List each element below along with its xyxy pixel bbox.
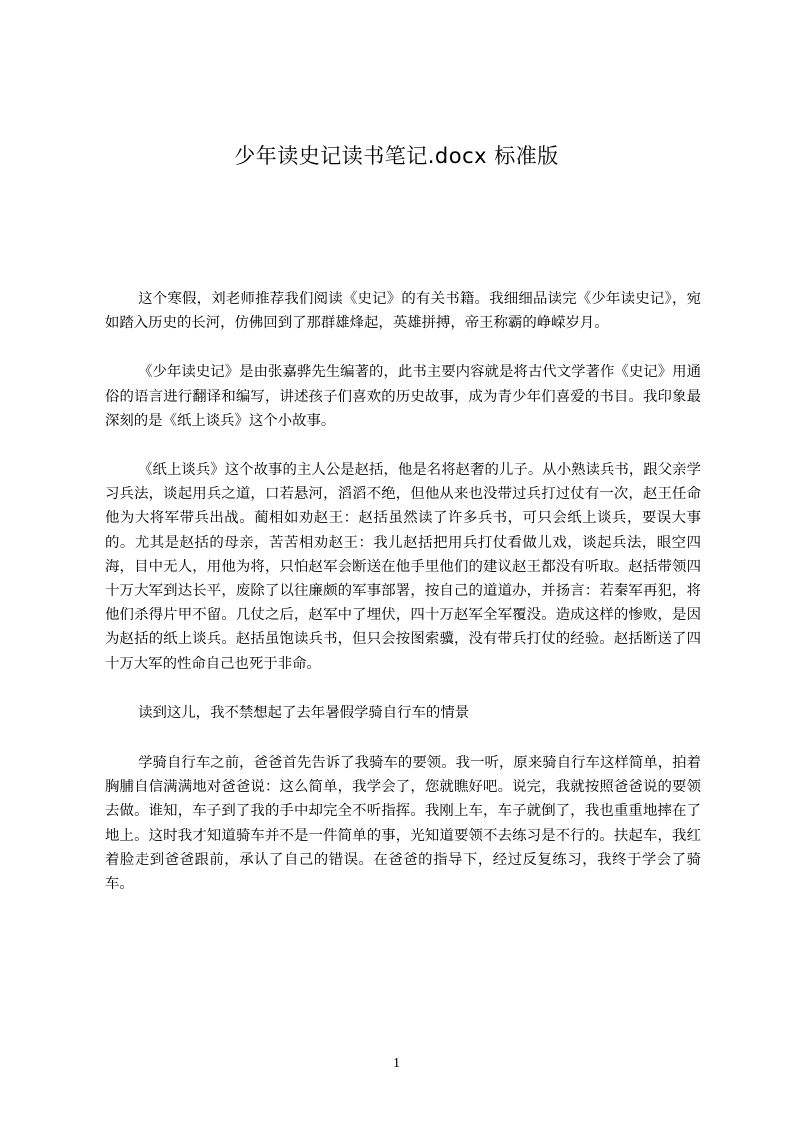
paragraph-bicycle: 学骑自行车之前，爸爸首先告诉了我骑车的要领。我一听，原来骑自行车这样简单，拍着胸脯自信满满地对爸爸说：这么简单，我学会了，您就瞧好吧。说完，我就按照爸爸说的要领去做。谁知，车子到了我的手中却完全不听指挥。我刚上车，车子就倒了，我也重重地摔在了地上。这时我才知道骑车并不是一件简单的事，光知道要领不去练习是不行的。扶起车，我红着脸走到爸爸跟前，承认了自己的错误。在爸爸的指导下，经过反复练习，我终于学会了骑车。 [105,755,701,893]
paragraph-intro: 这个寒假，刘老师推荐我们阅读《史记》的有关书籍。我细细品读完《少年读史记》，宛如踏入历史的长河，仿佛回到了那群雄烽起，英雄拼搏，帝王称霸的峥嵘岁月。 [105,291,701,332]
paragraph-book-intro: 《少年读史记》是由张嘉骅先生编著的，此书主要内容就是将古代文学著作《史记》用通俗的语言进行翻译和编写，讲述孩子们喜欢的历史故事，成为青少年们喜爱的书目。我印象最深刻的是《纸上谈兵》这个小故事。 [105,364,701,429]
paragraph-reflection: 读到这儿，我不禁想起了去年暑假学骑自行车的情景 [138,704,470,721]
paragraph-story: 《纸上谈兵》这个故事的主人公是赵括，他是名将赵奢的儿子。从小熟读兵书，跟父亲学习兵法，谈起用兵之道，口若悬河，滔滔不绝，但他从来也没带过兵打过仗有一次，赵王任命他为大将军带兵出战。蔺相如劝赵王：赵括虽然读了许多兵书，可只会纸上谈兵，要误大事的。尤其是赵括的母亲，苦苦相劝赵王：我儿赵括把用兵打仗看做儿戏，谈起兵法，眼空四海，目中无人，用他为将，只怕赵军会断送在他手里他们的建议赵王都没有听取。赵括带领四十万大军到达长平，废除了以往廉颇的军事部署，按自己的道道办，并扬言：若秦军再犯，将他们杀得片甲不留。几仗之后，赵军中了埋伏，四十万赵军全军覆没。造成这样的惨败，是因为赵括的纸上谈兵。赵括虽饱读兵书，但只会按图索骥，没有带兵打仗的经验。赵括断送了四十万大军的性命自己也死于非命。 [105,462,701,672]
document-body [105,287,701,921]
page-number: 1 [393,1056,400,1071]
document-title: 少年读史记读书笔记.docx 标准版 [234,144,559,168]
